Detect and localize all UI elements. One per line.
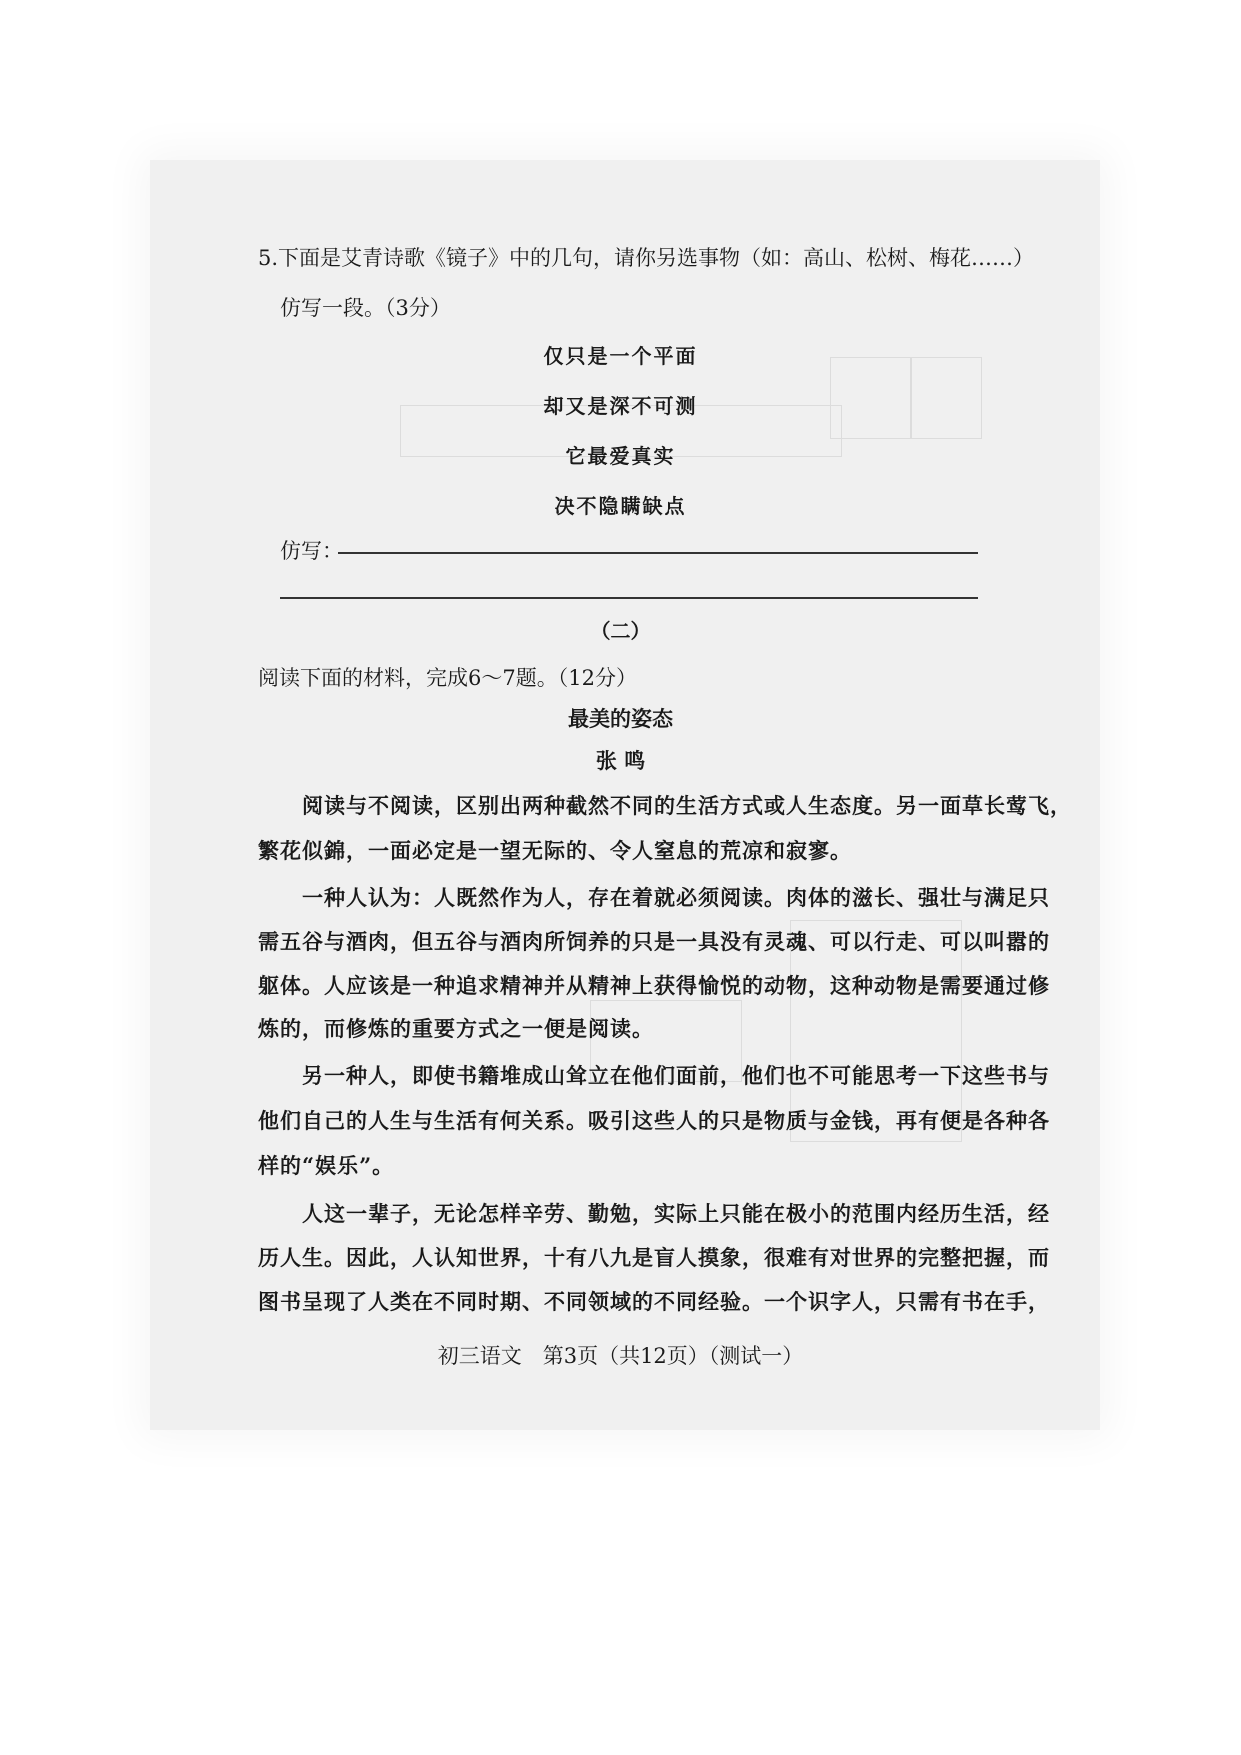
poem-line: 却又是深不可测 (543, 394, 698, 418)
paragraph-line: 历人生。因此，人认知世界，十有八九是盲人摸象，很难有对世界的完整把握，而 (258, 1245, 1050, 1270)
answer-line[interactable] (338, 552, 978, 554)
paragraph-line: 人这一辈子，无论怎样辛劳、勤勉，实际上只能在极小的范围内经历生活，经 (302, 1201, 1050, 1226)
paragraph-line: 一种人认为：人既然作为人，存在着就必须阅读。肉体的滋长、强壮与满足只 (302, 885, 1050, 910)
section-instruction: 阅读下面的材料，完成6～7题。（12分） (258, 666, 637, 690)
question-5-prompt: 5.下面是艾青诗歌《镜子》中的几句，请你另选事物（如：高山、松树、梅花……） (258, 246, 1035, 270)
poem-line: 它最爱真实 (565, 444, 676, 468)
paragraph-line: 样的“娱乐”。 (258, 1153, 395, 1178)
article-author: 张 鸣 (595, 748, 646, 773)
poem-line: 仅只是一个平面 (543, 344, 698, 368)
paragraph-line: 图书呈现了人类在不同时期、不同领域的不同经验。一个识字人，只需有书在手， (258, 1289, 1050, 1314)
section-heading: （二） (590, 619, 651, 643)
paragraph-line: 躯体。人应该是一种追求精神并从精神上获得愉悦的动物，这种动物是需要通过修 (258, 973, 1050, 998)
page-footer: 初三语文 第3页（共12页）（测试一） (437, 1344, 804, 1368)
poem-line: 决不隐瞒缺点 (554, 494, 687, 518)
answer-label: 仿写： (280, 539, 343, 563)
article-title: 最美的姿态 (568, 706, 673, 731)
question-5-prompt-continued: 仿写一段。（3分） (280, 296, 451, 320)
paragraph-line: 需五谷与酒肉，但五谷与酒肉所饲养的只是一具没有灵魂、可以行走、可以叫嚣的 (258, 929, 1050, 954)
paragraph-line: 另一种人，即使书籍堆成山耸立在他们面前，他们也不可能思考一下这些书与 (302, 1063, 1050, 1088)
paragraph-line: 炼的，而修炼的重要方式之一便是阅读。 (258, 1016, 654, 1041)
paragraph-line: 他们自己的人生与生活有何关系。吸引这些人的只是物质与金钱，再有便是各种各 (258, 1108, 1050, 1133)
answer-line[interactable] (280, 597, 978, 599)
paragraph-line: 阅读与不阅读，区别出两种截然不同的生活方式或人生态度。另一面草长莺飞， (302, 793, 1072, 818)
paragraph-line: 繁花似錦，一面必定是一望无际的、令人窒息的荒凉和寂寥。 (258, 838, 852, 863)
